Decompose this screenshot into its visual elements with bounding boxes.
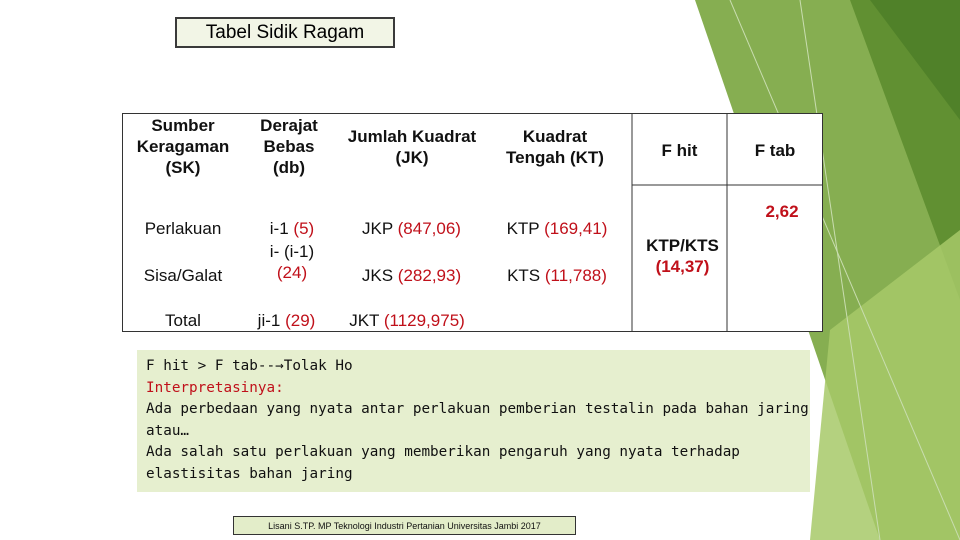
perlakuan-db-label: i-1 — [269, 219, 289, 238]
row-total-db — [249, 310, 324, 331]
fhit-formula: KTP/KTS — [646, 236, 719, 255]
header-sk-line1: Sumber — [151, 116, 215, 135]
row-perlakuan-kt — [487, 218, 627, 239]
footer-credit: Lisani S.TP. MP Teknologi Industri Pertanian Universitas Jambi 2017 — [233, 516, 576, 535]
perlakuan-db-value: (5) — [293, 219, 315, 238]
perlakuan-jk-label: JKP — [362, 219, 393, 238]
header-kt — [490, 126, 620, 168]
note-decision: F hit > F tab--→Tolak Ho — [146, 358, 353, 374]
total-db-label: ji-1 — [257, 311, 281, 330]
fhit-value — [635, 235, 730, 277]
row-perlakuan-sk: Perlakuan — [144, 219, 222, 238]
sisa-jk-value: (282,93) — [397, 266, 462, 285]
header-jk-line1: Jumlah Kuadrat — [347, 127, 477, 146]
header-sk-line2: Keragaman — [136, 137, 230, 156]
perlakuan-kt-label: KTP — [506, 219, 540, 238]
sisa-jk-label: JKS — [361, 266, 394, 285]
total-jk-label: JKT — [349, 311, 380, 330]
note-line-1: Ada perbedaan yang nyata antar perlakuan pemberian testalin pada bahan jaring — [146, 401, 809, 418]
row-perlakuan-db — [247, 218, 337, 239]
slide-title: Tabel Sidik Ragam — [175, 17, 395, 48]
row-sisa-jk — [334, 265, 489, 286]
perlakuan-jk-value: (847,06) — [397, 219, 461, 238]
sisa-kt-label: KTS — [507, 266, 541, 285]
anova-table — [122, 113, 823, 332]
header-db-line1: Derajat — [260, 116, 318, 135]
header-kt-line1: Kuadrat — [522, 127, 588, 146]
row-sisa-db — [242, 241, 342, 283]
row-sisa-kt — [487, 265, 627, 286]
sisa-kt-value: (11,788) — [544, 266, 607, 285]
note-line-2: atau… — [146, 422, 190, 439]
perlakuan-kt-value: (169,41) — [544, 219, 608, 238]
row-sisa-sk: Sisa/Galat — [143, 266, 223, 285]
total-db-value: (29) — [285, 311, 316, 330]
total-jk-value: (1129,975) — [383, 311, 465, 330]
fhit-result: (14,37) — [655, 257, 710, 276]
note-heading: Interpretasinya: — [146, 379, 284, 396]
row-perlakuan-jk — [334, 218, 489, 239]
note-line-3: Ada salah satu perlakuan yang memberikan pengaruh yang nyata terhadap — [146, 444, 740, 461]
header-db-line2: Bebas — [263, 137, 315, 156]
row-total-sk: Total — [165, 311, 201, 330]
header-kt-line2: Tengah (KT) — [506, 148, 604, 167]
header-ftab: F tab — [754, 141, 796, 160]
header-db — [244, 115, 334, 178]
header-db-line3: (db) — [272, 158, 306, 177]
interpretation-panel — [137, 350, 810, 492]
header-jk-line2: (JK) — [395, 148, 429, 167]
row-total-jk — [332, 310, 482, 331]
header-sk — [122, 115, 244, 178]
sisa-db-formula: i- (i-1) — [269, 242, 315, 261]
header-sk-line3: (SK) — [165, 158, 201, 177]
header-jk — [327, 126, 497, 168]
sisa-db-value: (24) — [276, 263, 308, 282]
ftab-value: 2,62 — [765, 202, 799, 221]
header-fhit: F hit — [661, 141, 698, 160]
note-line-4: elastisitas bahan jaring — [146, 465, 353, 482]
